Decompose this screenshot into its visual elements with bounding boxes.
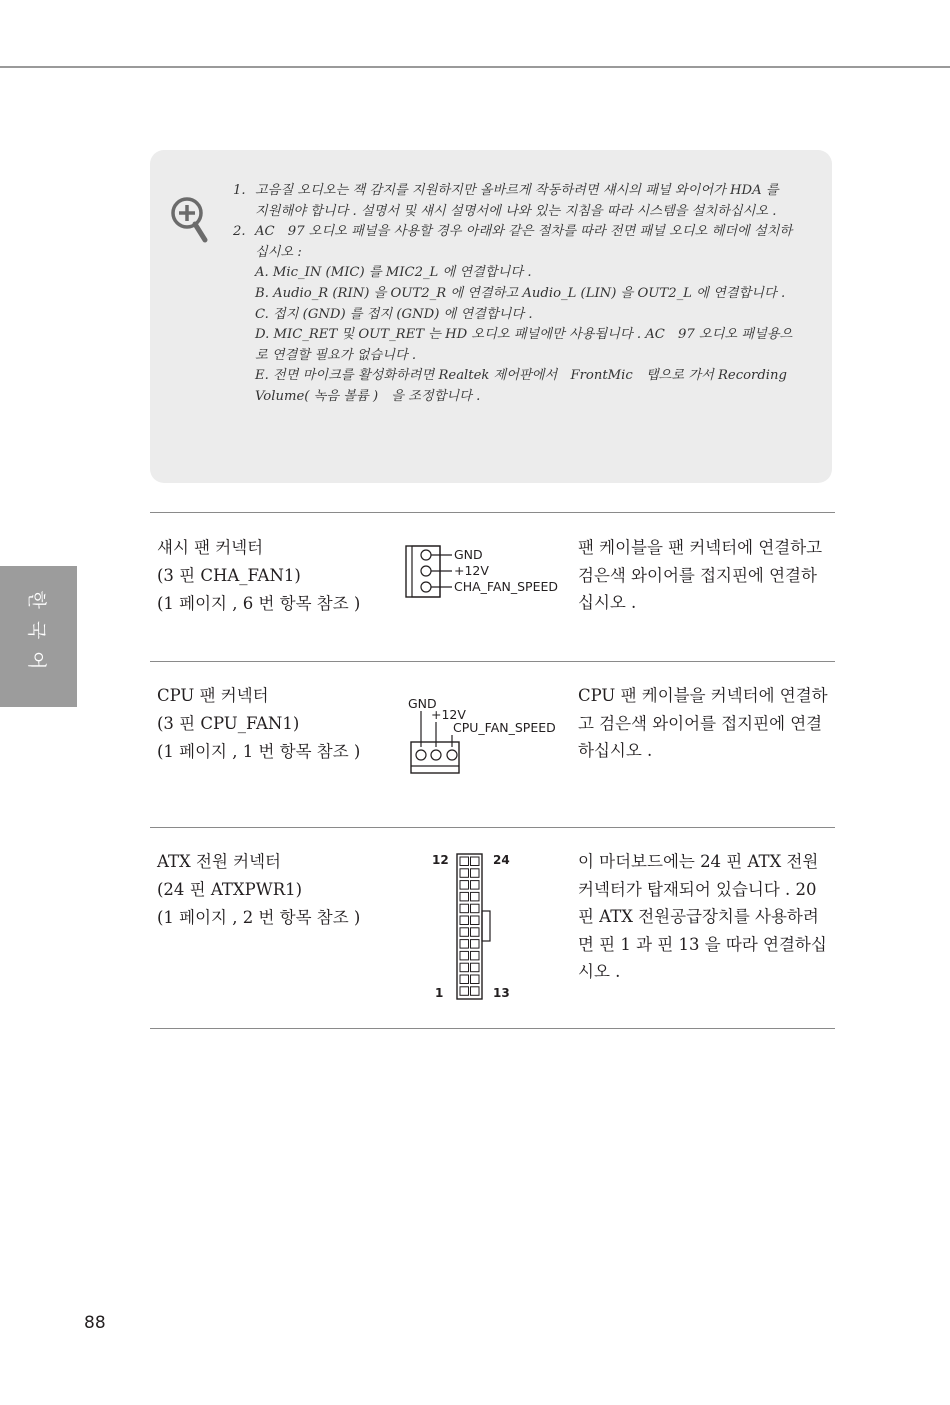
atx-pin xyxy=(460,940,469,949)
note-sub-item: C. 접지 (GND) 를 접지 (GND) 에 연결합니다 . xyxy=(255,306,533,322)
chassis-fan-diagram xyxy=(400,540,565,604)
note-list xyxy=(233,181,793,408)
pin-speed xyxy=(421,582,431,592)
atx-pin xyxy=(471,940,480,949)
atx-pin xyxy=(460,892,469,901)
atx-pin xyxy=(460,975,469,984)
note-text: AC 97 오디오 패널을 사용할 경우 아래와 같은 절차를 따라 전면 패널 오디오 헤더에 설치하십시오 : xyxy=(255,224,793,260)
note-number: 1. xyxy=(233,183,246,198)
atx-pin xyxy=(460,928,469,937)
pin-label: CPU_FAN_SPEED xyxy=(453,720,556,735)
side-tab-label: 한국어 xyxy=(25,590,48,682)
note-item xyxy=(233,222,793,263)
note-text: 고음질 오디오는 잭 감지를 지원하지만 올바르게 작동하려면 섀시의 패널 와이어가 HDA 를 지원해야 합니다 . 설명서 및 섀시 설명서에 나와 있는 지침을 따라 시스템을 설치하십시오 . xyxy=(255,183,779,219)
atx-pin xyxy=(471,951,480,960)
cpu-fan-diagram xyxy=(404,692,564,778)
language-side-tab xyxy=(0,566,77,707)
pin-gnd xyxy=(421,550,431,560)
section-divider xyxy=(150,512,835,513)
atx-pin xyxy=(471,916,480,925)
pin-number-label: 12 xyxy=(432,853,449,867)
pin-number-label: 24 xyxy=(493,853,510,867)
section-divider xyxy=(150,827,835,828)
chassis-fan-title xyxy=(157,534,397,618)
section-divider xyxy=(150,661,835,662)
connector-name: CPU 팬 커넥터 xyxy=(157,686,269,705)
pin-number-label: 1 xyxy=(435,986,444,1000)
atx-pin xyxy=(471,857,480,866)
note-sub-item: D. MIC_RET 및 OUT_RET 는 HD 오디오 패널에만 사용됩니다 . AC 97 오디오 패널용으로 연결할 필요가 없습니다 . xyxy=(255,327,793,363)
note-sub-item: B. Audio_R (RIN) 을 OUT2_R 에 연결하고 Audio_L (LIN) 을 OUT2_L 에 연결합니다 . xyxy=(255,285,786,301)
atx-pin xyxy=(471,869,480,878)
atx-latch xyxy=(482,911,490,941)
connector-pin-spec: (24 핀 ATXPWR1) xyxy=(157,880,303,899)
pin-label: GND xyxy=(454,547,483,562)
pin-gnd xyxy=(416,750,426,760)
atx-pin xyxy=(471,987,480,996)
atx-pin xyxy=(460,881,469,890)
atx-pin xyxy=(471,975,480,984)
pin-12v xyxy=(421,566,431,576)
atx-pin xyxy=(460,869,469,878)
pin-speed xyxy=(447,750,457,760)
atx-pin xyxy=(460,904,469,913)
section-divider xyxy=(150,1028,835,1029)
connector-name: 섀시 팬 커넥터 xyxy=(157,538,264,557)
atx-pin xyxy=(460,916,469,925)
atx-pin xyxy=(460,857,469,866)
pin-label: +12V xyxy=(431,707,466,722)
connector-page-ref: (1 페이지 , 1 번 항목 참조 ) xyxy=(157,742,361,761)
pin-label: CHA_FAN_SPEED xyxy=(454,579,559,594)
pin-number-label: 13 xyxy=(493,986,510,1000)
note-number: 2. xyxy=(233,224,246,240)
atx-power-diagram xyxy=(428,848,518,1004)
atx-pin xyxy=(471,928,480,937)
cpu-fan-title xyxy=(157,682,397,766)
atx-pin xyxy=(471,963,480,972)
connector-pin-spec: (3 핀 CHA_FAN1) xyxy=(157,566,301,585)
note-sub-item: A. Mic_IN (MIC) 를 MIC2_L 에 연결합니다 . xyxy=(255,265,532,281)
atx-power-title xyxy=(157,848,397,932)
atx-pin xyxy=(471,904,480,913)
atx-pin xyxy=(460,963,469,972)
pin-label: +12V xyxy=(454,563,489,578)
cpu-fan-description: CPU 팬 케이블을 커넥터에 연결하고 검은색 와이어를 접지핀에 연결하십시오 . xyxy=(578,686,828,761)
top-rule xyxy=(0,66,950,68)
atx-pin xyxy=(471,892,480,901)
atx-pin xyxy=(460,987,469,996)
pin-label: GND xyxy=(408,696,437,711)
note-sub-item: E. 전면 마이크를 활성화하려면 Realtek 제어판에서 FrontMic 탭으로 가서 Recording Volume( 녹음 볼륨 ) 을 조정합니다 . xyxy=(255,368,787,404)
pin-12v xyxy=(431,750,441,760)
atx-pin xyxy=(460,951,469,960)
chassis-fan-description: 팬 케이블을 팬 커넥터에 연결하고 검은색 와이어를 접지핀에 연결하십시오 . xyxy=(578,538,823,613)
magnifier-plus-icon xyxy=(168,194,212,244)
note-sub-list xyxy=(255,263,793,407)
connector-pin-spec: (3 핀 CPU_FAN1) xyxy=(157,714,300,733)
page-number: 88 xyxy=(84,1313,106,1333)
note-item xyxy=(233,181,793,222)
connector-name: ATX 전원 커넥터 xyxy=(157,852,281,871)
atx-pin xyxy=(471,881,480,890)
connector-page-ref: (1 페이지 , 6 번 항목 참조 ) xyxy=(157,594,361,613)
atx-power-description: 이 마더보드에는 24 핀 ATX 전원 커넥터가 탑재되어 있습니다 . 20 핀 ATX 전원공급장치를 사용하려면 핀 1 과 핀 13 을 따라 연결하십시오 . xyxy=(578,852,827,982)
connector-page-ref: (1 페이지 , 2 번 항목 참조 ) xyxy=(157,908,361,927)
